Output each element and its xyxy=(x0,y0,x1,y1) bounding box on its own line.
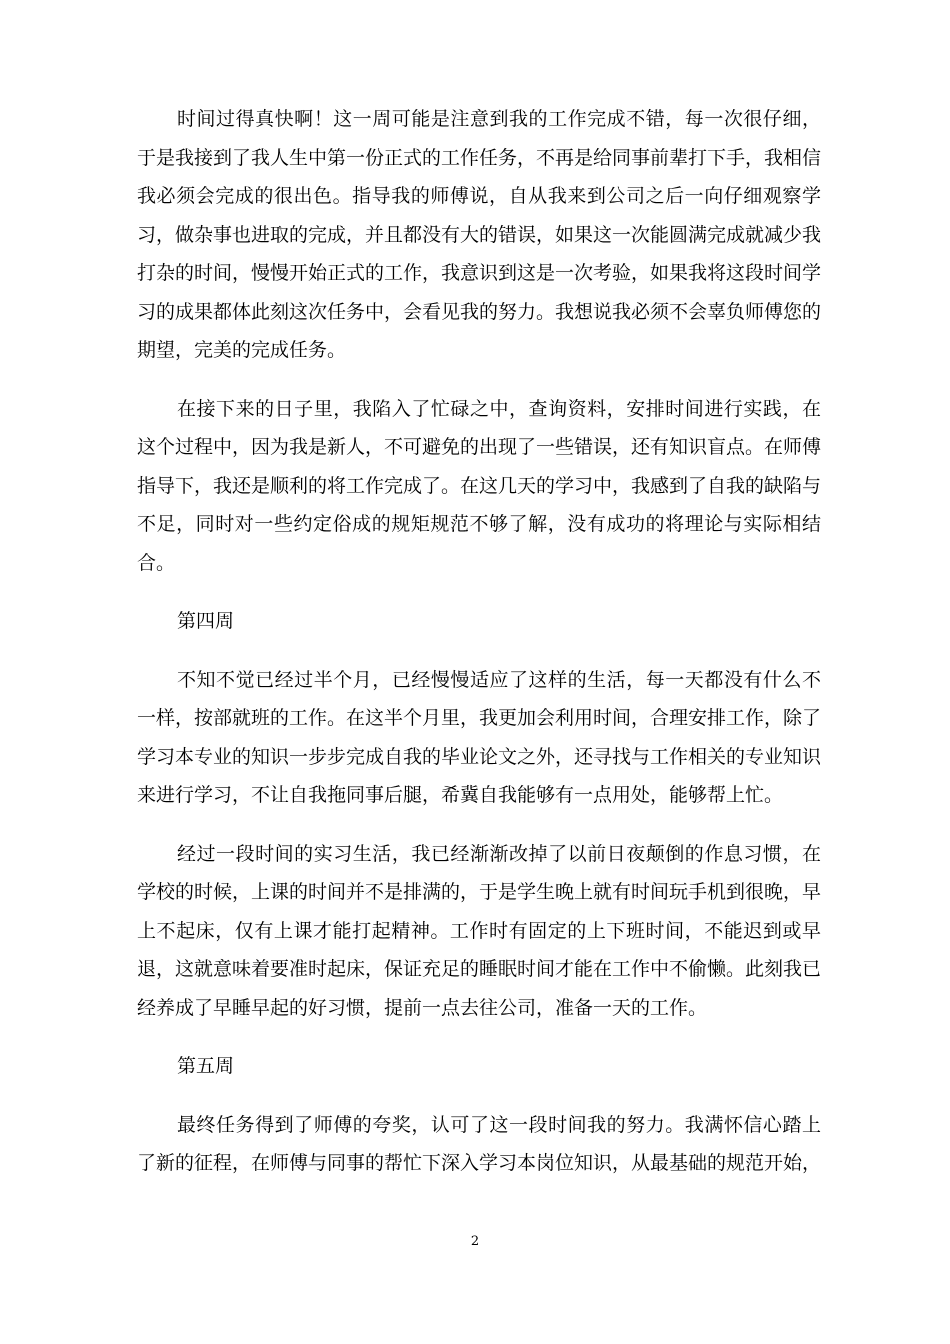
paragraph-week4-habits: 经过一段时间的实习生活，我已经渐渐改掉了以前日夜颠倒的作息习惯，在学校的时候，上课的时间并不是排满的，于是学生晚上就有时间玩手机到很晚，早上不起床，仅有上课才能打起精神。工作时有固定的上下班时间，不能迟到或早退，这就意味着要准时起床，保证充足的睡眠时间才能在工作中不偷懒。此刻我已经养成了早睡早起的好习惯，提前一点去往公司，准备一天的工作。 xyxy=(137,842,822,1019)
page-number: 2 xyxy=(470,1234,480,1249)
paragraph-week3-busy: 在接下来的日子里，我陷入了忙碌之中，查询资料，安排时间进行实践，在这个过程中，因为我是新人，不可避免的出现了一些错误，还有知识盲点。在师傅指导下，我还是顺利的将工作完成了。在这几天的学习中，我感到了自我的缺陷与不足，同时对一些约定俗成的规矩规范不够了解，没有成功的将理论与实际相结合。 xyxy=(137,397,822,574)
heading-week5: 第五周 xyxy=(177,1055,235,1077)
paragraph-week4-adapt: 不知不觉已经过半个月，已经慢慢适应了这样的生活，每一天都没有什么不一样，按部就班的工作。在这半个月里，我更加会利用时间，合理安排工作，除了学习本专业的知识一步步完成自我的毕业论文之外，还寻找与工作相关的专业知识来进行学习，不让自我拖同事后腿，希冀自我能够有一点用处，能够帮上忙。 xyxy=(137,668,822,806)
document-body xyxy=(137,100,821,1183)
paragraph-week5-praise: 最终任务得到了师傅的夸奖，认可了这一段时间我的努力。我满怀信心踏上了新的征程，在师傅与同事的帮忙下深入学习本岗位知识，从最基础的规范开始， xyxy=(137,1113,822,1174)
heading-week4: 第四周 xyxy=(177,610,235,632)
paragraph-week3-task: 时间过得真快啊！这一周可能是注意到我的工作完成不错，每一次很仔细，于是我接到了我人生中第一份正式的工作任务，不再是给同事前辈打下手，我相信我必须会完成的很出色。指导我的师傅说，自从我来到公司之后一向仔细观察学习，做杂事也进取的完成，并且都没有大的错误，如果这一次能圆满完成就减少我打杂的时间，慢慢开始正式的工作，我意识到这是一次考验，如果我将这段时间学习的成果都体此刻这次任务中，会看见我的努力。我想说我必须不会辜负师傅您的期望，完美的完成任务。 xyxy=(137,108,822,361)
